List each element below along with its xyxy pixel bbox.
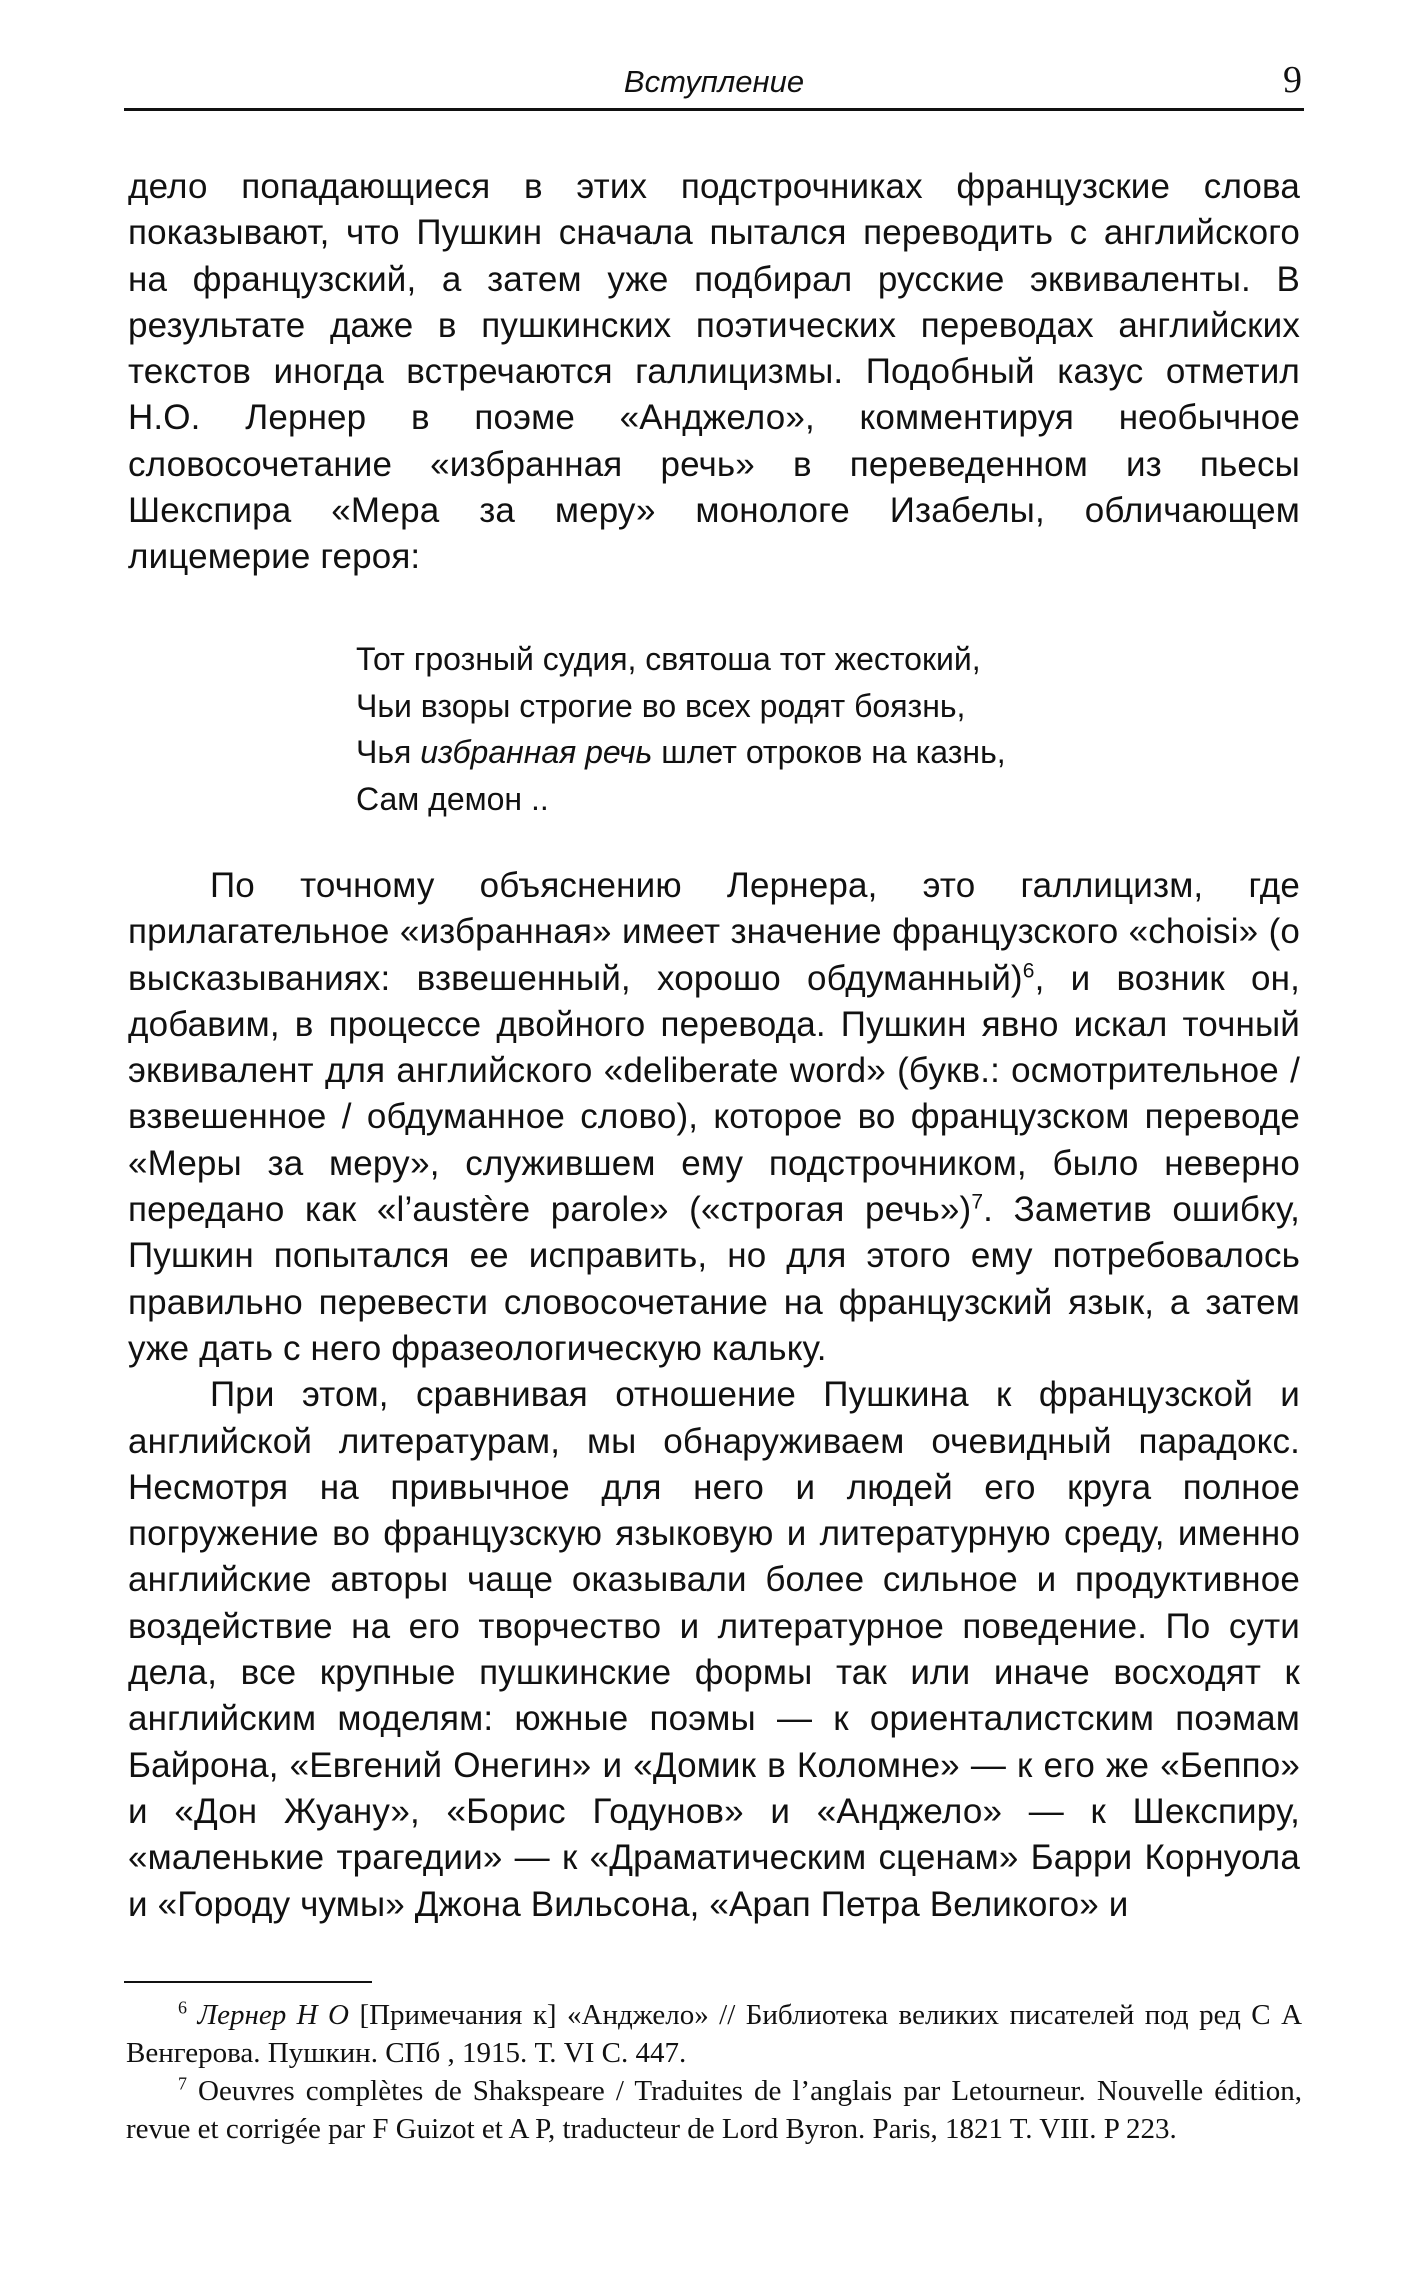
verse-line-3-start: Чья	[356, 734, 421, 770]
paragraph-2-part-1: По точному объяснению Лернера, это галлицизм, где прилагательное «избранная» имеет значение французского «choisi» (о высказываниях: взвешенный, хорошо обдуманный)	[128, 866, 1300, 998]
verse-line-1: Тот грозный судия, святоша тот жестокий,	[356, 641, 981, 677]
body-block-top	[128, 164, 1300, 581]
footnote-7	[126, 2072, 1302, 2148]
footnotes	[126, 1996, 1302, 2148]
footnote-mark-6: 6	[178, 1997, 187, 2018]
running-header	[124, 59, 1304, 106]
header-rule	[124, 108, 1304, 111]
footnote-rule	[124, 1981, 372, 1983]
paragraph-2-part-3: . Заметив ошибку, Пушкин попытался ее исправить, но для этого ему потребовалось правильно перевести словосочетание на французский язык, а затем уже дать с него фразеологическую кальку.	[128, 1190, 1301, 1368]
verse-line-3-end: шлет отроков на казнь,	[652, 734, 1006, 770]
paragraph-2-part-2: , и возник он, добавим, в процессе двойного перевода. Пушкин явно искал точный эквивалент для английского «deliberate word» (букв.: осмотрительное / взвешенное / обдуманное слово), которое во французском переводе «Меры за меру», служившем ему подстрочником, было неверно передано как «l’austère parole» («строгая речь»)	[128, 958, 1300, 1230]
footnote-6-author: Лернер Н О	[197, 1999, 349, 2031]
footnote-6	[126, 1996, 1302, 2072]
verse-quotation	[356, 636, 1006, 822]
page-number: 9	[1283, 59, 1302, 101]
verse-emphasis: избранная речь	[420, 734, 653, 770]
verse-line-2: Чьи взоры строгие во всех родят боязнь,	[356, 687, 966, 724]
paragraph-1: дело попадающиеся в этих подстрочниках французские слова показывают, что Пушкин сначала пытался переводить с английского на французский, а затем уже подбирал русские эквиваленты. В результате даже в пушкинских поэтических переводах английских текстов иногда встречаются галлицизмы. Подобный казус отметил Н.О. Лернер в поэме «Анджело», комментируя необычное словосочетание «избранная речь» в переведенном из пьесы Шекспира «Мера за меру» монологе Изабелы, обличающем лицемерие героя:	[128, 167, 1300, 577]
footnote-ref-7[interactable]: 7	[971, 1190, 984, 1214]
footnote-mark-7: 7	[178, 2073, 187, 2094]
verse-line-4: Сам демон ..	[356, 780, 549, 817]
footnote-7-text: Oeuvres complètes de Shakspeare / Traduites de l’anglais par Letourneur. Nouvelle édition, revue et corrigée par F Guizot et A P, traducteur de Lord Byron. Paris, 1821 T. VIII. P 223.	[126, 2075, 1302, 2145]
verse-line-3	[356, 729, 1006, 776]
paragraph-3: При этом, сравнивая отношение Пушкина к французской и английской литературам, мы обнаруживаем очевидный парадокс. Несмотря на привычное для него и людей его круга полное погружение во французскую языковую и литературную среду, именно английские авторы чаще оказывали более сильное и продуктивное воздействие на его творчество и литературное поведение. По сути дела, все крупные пушкинские формы так или иначе восходят к английским моделям: южные поэмы — к ориенталистским поэмам Байрона, «Евгений Онегин» и «Домик в Коломне» — к его же «Беппо» и «Дон Жуану», «Борис Годунов» и «Анджело» — к Шекспиру, «маленькие трагедии» — к «Драматическим сценам» Барри Корнуола и «Городу чумы» Джона Вильсона, «Арап Петра Великого» и	[128, 1375, 1300, 1924]
body-block-bottom	[128, 863, 1300, 1928]
running-title: Вступление	[623, 64, 805, 99]
paragraph-2	[128, 863, 1300, 1372]
footnote-ref-6[interactable]: 6	[1022, 958, 1035, 982]
footnote-6-text: [Примечания к] «Анджело» // Библиотека великих писателей под ред С А Венгерова. Пушкин. СПб , 1915. Т. VI С. 447.	[126, 1999, 1303, 2069]
